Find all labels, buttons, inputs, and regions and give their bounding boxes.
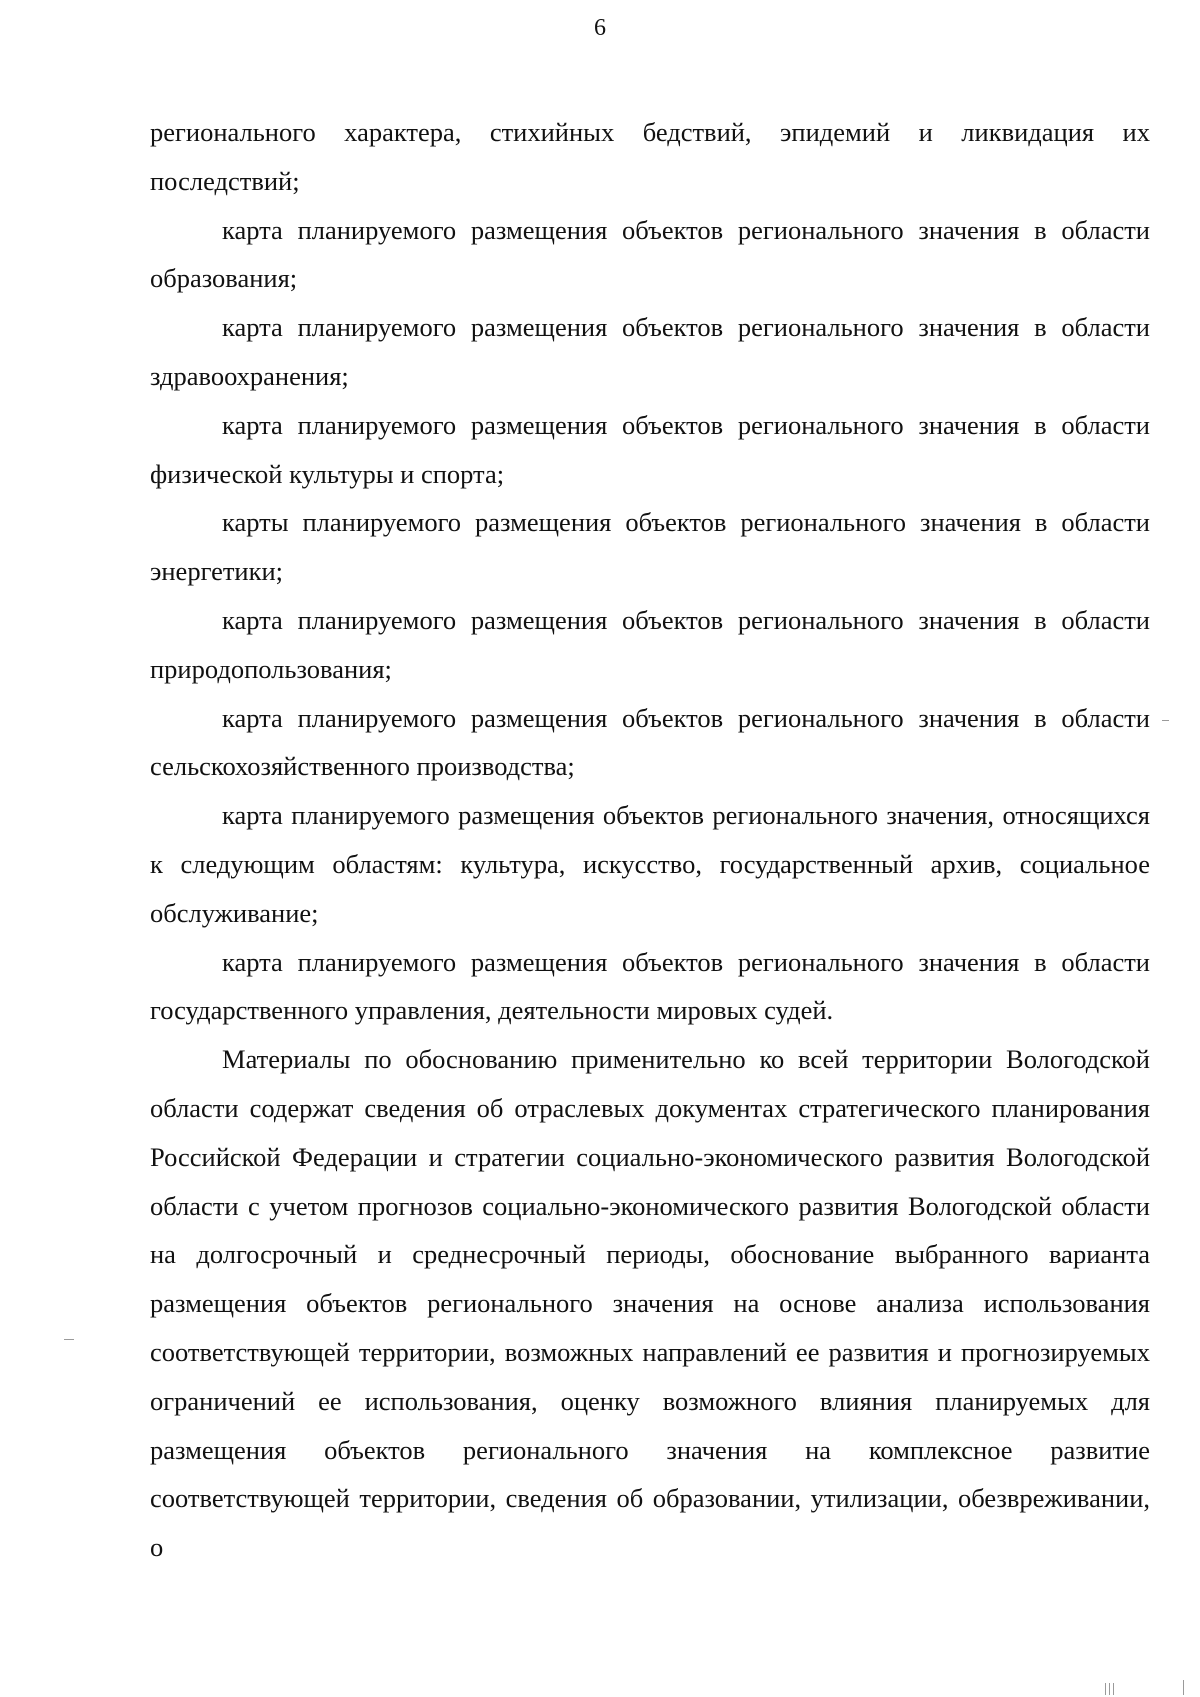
paragraph: карта планируемого размещения объектов регионального значения в области природопользования; xyxy=(150,604,1150,684)
document-body xyxy=(150,108,1150,1572)
paragraph: карты планируемого размещения объектов регионального значения в области энергетики; xyxy=(150,507,1150,587)
scan-mark xyxy=(1113,1683,1114,1695)
paragraph: карта планируемого размещения объектов регионального значения в области физической культуры и спорта; xyxy=(150,409,1150,489)
scan-mark xyxy=(1109,1683,1110,1695)
scan-mark xyxy=(1105,1683,1106,1695)
page-number: 6 xyxy=(594,15,606,41)
paragraph: карта планируемого размещения объектов регионального значения в области здравоохранения; xyxy=(150,312,1150,391)
scan-mark xyxy=(1183,1680,1184,1695)
paragraph-last: Материалы по обоснованию применительно ко всей территории Вологодской области содержат сведения об отраслевых документах стратегического планирования Российской Федерации и стратегии социально-экономического развития Вологодской области с учетом прогнозов социально-экономического развития Вологодской области на долгосрочный и среднесрочный периоды, обоснование выбранного варианта размещения объектов регионального значения на основе анализа использования соответствующей территории, возможных направлений ее развития и прогнозируемых ограничений ее использования, оценку возможного влияния планируемых для размещения объектов регионального значения на комплексное развитие соответствующей территории, сведения об образовании, утилизации, обезвреживании, о xyxy=(150,1044,1150,1563)
paragraph: карта планируемого размещения объектов регионального значения в области образования; xyxy=(150,214,1150,294)
paragraph: карта планируемого размещения объектов регионального значения в области сельскохозяйственного производства; xyxy=(150,702,1150,782)
scan-mark xyxy=(64,1339,74,1340)
scan-mark xyxy=(1162,720,1169,721)
paragraph: карта планируемого размещения объектов регионального значения в области государственного управления, деятельности мировых судей. xyxy=(150,946,1150,1026)
paragraph: карта планируемого размещения объектов регионального значения, относящихся к следующим областям: культура, искусство, государственный архив, социальное обслуживание; xyxy=(150,800,1150,928)
paragraph: регионального характера, стихийных бедствий, эпидемий и ликвидация их последствий; xyxy=(150,117,1150,196)
